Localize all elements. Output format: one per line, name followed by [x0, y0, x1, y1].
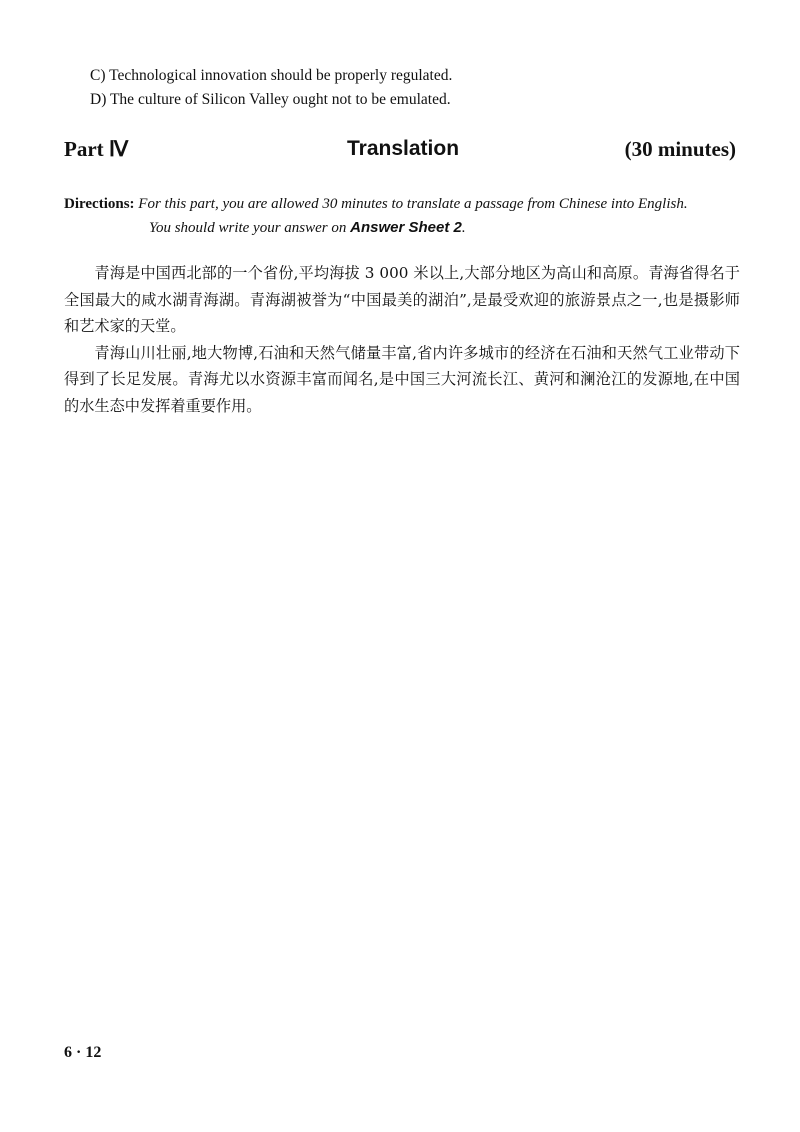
directions-line2-suffix: . [461, 220, 466, 236]
option-text: Technological innovation should be properly regulated. [109, 67, 453, 84]
part-label: Part Ⅳ [64, 137, 129, 161]
part-title: Translation [347, 137, 460, 160]
option-d [90, 88, 452, 112]
answer-options [90, 64, 452, 112]
part-header [64, 137, 736, 167]
option-letter: C) [90, 67, 106, 84]
page-number: 6 · 12 [64, 1044, 102, 1061]
translation-passage [64, 260, 740, 419]
passage-paragraph: 青海山川壮丽,地大物博,石油和天然气储量丰富,省内许多城市的经济在石油和天然气工业带动下得到了长足发展。青海尤以水资源丰富而闻名,是中国三大河流长江、黄河和澜沧江的发源地,在中国的水生态中发挥着重要作用。 [64, 343, 740, 415]
directions [64, 192, 744, 240]
directions-label: Directions: [64, 196, 135, 212]
option-c [90, 64, 452, 88]
part-time: (30 minutes) [624, 137, 736, 161]
passage-paragraph: 青海是中国西北部的一个省份,平均海拔 3 000 米以上,大部分地区为高山和高原。青海省得名于全国最大的咸水湖青海湖。青海湖被誉为“中国最美的湖泊”,是最受欢迎的旅游景点之一,也是摄影师和艺术家的天堂。 [64, 264, 740, 335]
directions-line2-prefix: You should write your answer on [149, 220, 347, 236]
directions-text: For this part, you are allowed 30 minutes to translate a passage from Chinese into English. [138, 196, 688, 212]
option-letter: D) [90, 91, 107, 108]
directions-line-2 [64, 216, 744, 240]
directions-line-1 [64, 192, 744, 216]
answer-sheet-label: Answer Sheet 2 [350, 219, 462, 236]
option-text: The culture of Silicon Valley ought not to be emulated. [109, 91, 451, 108]
